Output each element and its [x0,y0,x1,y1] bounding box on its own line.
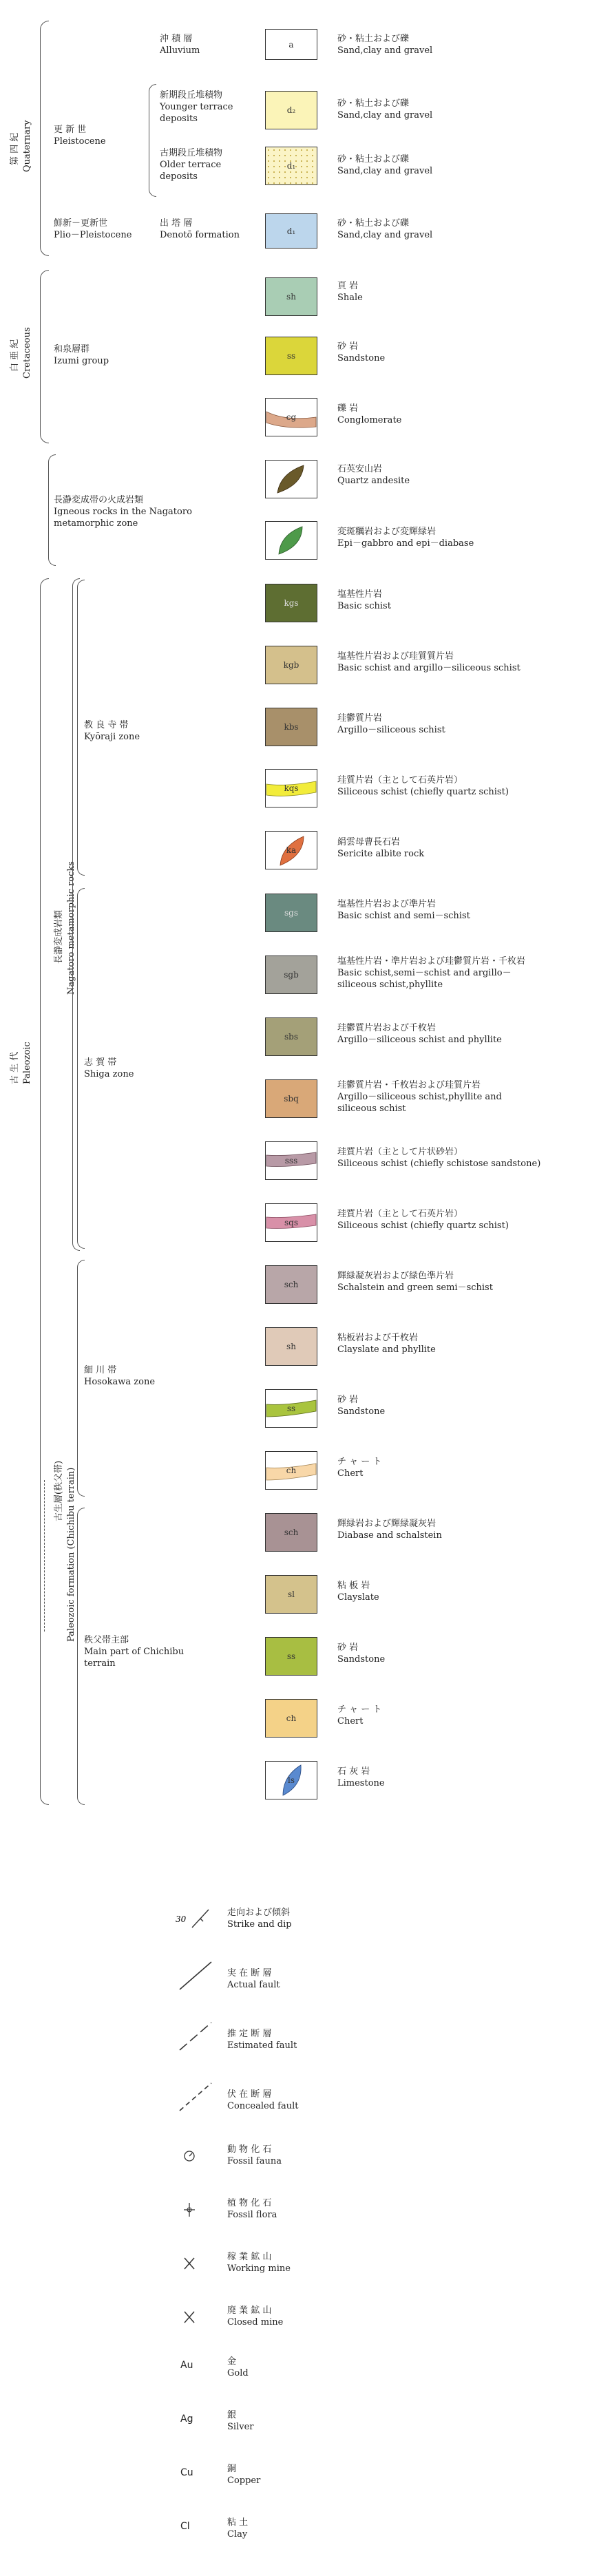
actual-fault-icon [176,1961,217,1988]
swatch-sbs: sbs [265,1017,317,1056]
shiga-ja: 志 賀 帯 [84,1057,117,1068]
closed-mine-ja: 廃 業 鉱 山 [227,2305,272,2316]
swatch-chichibu-sch: sch [265,1513,317,1552]
fossil-fauna-icon [176,2142,217,2170]
nagatoro-ja: 長瀞変成岩類 [54,909,64,964]
swatch-sgb: sgb [265,956,317,994]
younger-terrace-name-en1: Younger terrace [160,102,233,112]
swatch-chichibu-ls: ls [265,1761,317,1799]
kgs-en: Basic schist [337,601,391,611]
izumi-sh-ja: 頁 岩 [337,281,359,291]
kbs-ja: 珪鬱質片岩 [337,713,383,724]
css-ja: 砂 岩 [337,1643,359,1653]
chichibu-en: Paleozoic formation (Chichibu terrain) [66,1467,76,1642]
swatch-kbs: kbs [265,708,317,746]
older-terrace-name-en2: deposits [160,171,198,182]
izumi-en: Izumi group [54,356,109,366]
denoto-lith-en: Sand,clay and gravel [337,230,433,240]
sbq-ja: 珪鬱質片岩・千枚岩および珪質片岩 [337,1080,481,1090]
bracket-shiga [77,888,85,1249]
quaternary-ja: 第 四 紀 [10,132,20,165]
bracket-quaternary [40,21,49,256]
swatch-quartz-andesite [265,460,317,498]
younger-terrace-name-ja: 新期段丘堆積物 [160,90,223,101]
denoto-lith-ja: 砂・粘土および礫 [337,218,410,229]
kgb-ja: 塩基性片岩および珪質質片岩 [337,651,454,662]
swatch-epi-gabbro [265,521,317,560]
izumi-cg-en: Conglomerate [337,415,402,425]
swatch-chichibu-ss: ss [265,1637,317,1676]
hsch-ja: 輝緑凝灰岩および緑色凖片岩 [337,1271,454,1281]
igneous-en1: Igneous rocks in the Nagatoro [54,507,192,517]
hosokawa-en: Hosokawa zone [84,1377,156,1387]
denoto-name-en: Denotō formation [160,230,240,240]
swatch-izumi-conglomerate: cg [265,398,317,436]
swatch-sbq: sbq [265,1079,317,1118]
alluvium-lith-en: Sand,clay and gravel [337,45,433,56]
quartz-andesite-ja: 石英安山岩 [337,464,383,474]
ka-ja: 絹雲母曹長石岩 [337,837,401,847]
swatch-hosokawa-sh: sh [265,1327,317,1366]
sqs-ja: 珪質片岩（主として石英片岩） [337,1209,463,1219]
swatch-chichibu-sl: sl [265,1575,317,1614]
swatch-denoto: d₁ [265,213,317,249]
hss-ja: 砂 岩 [337,1395,359,1405]
clay-en: Clay [227,2529,248,2540]
swatch-ka: ka [265,831,317,869]
hosokawa-ja: 細 川 帯 [84,1365,117,1375]
alluvium-name-en: Alluvium [160,45,200,56]
izumi-cg-ja: 礫 岩 [337,403,359,414]
csch-en: Diabase and schalstein [337,1530,442,1541]
estimated-fault-ja: 推 定 断 層 [227,2029,272,2039]
pleistocene-en: Pleistocene [54,136,106,147]
izumi-ss-en: Sandstone [337,353,386,363]
igneous-ja: 長瀞変成帯の火成岩類 [54,495,144,505]
css-en: Sandstone [337,1654,386,1665]
swatch-izumi-shale: sh [265,277,317,316]
swatch-younger-terrace: d₂ [265,91,317,129]
hch-ja: チ ャ ー ト [337,1457,382,1467]
clay-icon: Cl [180,2521,190,2532]
swatch-kqs: kqs [265,769,317,807]
sgs-ja: 塩基性片岩および凖片岩 [337,899,437,909]
fossil-flora-icon [176,2196,217,2224]
actual-fault-ja: 実 在 断 層 [227,1968,272,1978]
swatch-hosokawa-ss: ss [265,1389,317,1428]
cch-ja: チ ャ ー ト [337,1704,382,1715]
swatch-kgb: kgb [265,646,317,684]
cch-en: Chert [337,1716,364,1727]
nagatoro-en: Nagatoro metamorphic rocks [66,861,76,995]
main-chichibu-ja: 秩父帯主部 [84,1635,129,1645]
bracket-kyoraji [77,580,85,876]
strike-dip-icon [176,1907,217,1934]
gold-icon: Au [180,2360,193,2371]
hsch-en: Schalstein and green semi－schist [337,1282,493,1293]
younger-terrace-name-en2: deposits [160,114,198,124]
clay-ja: 粘 土 [227,2517,249,2528]
ka-en: Sericite albite rock [337,849,425,859]
main-chichibu-en1: Main part of Chichibu [84,1647,185,1657]
older-terrace-lith-en: Sand,clay and gravel [337,166,433,176]
dashed-divider-chichibu [44,1480,45,1632]
sss-en: Siliceous schist (chiefly schistose sandstone) [337,1159,541,1169]
kbs-en: Argillo－siliceous schist [337,725,445,735]
quaternary-en: Quaternary [22,120,32,172]
working-mine-icon [176,2250,217,2277]
younger-terrace-lith-ja: 砂・粘土および礫 [337,98,410,109]
plio-en: Plio－Pleistocene [54,230,132,240]
silver-icon: Ag [180,2414,193,2425]
csch-ja: 輝緑岩および輝緑凝灰岩 [337,1519,437,1529]
bracket-pleistocene [149,84,156,197]
sgb-ja: 塩基性片岩・凖片岩および珪鬱質片岩・千枚岩 [337,956,526,967]
closed-mine-en: Closed mine [227,2317,284,2327]
gold-ja: 金 [227,2356,237,2367]
swatch-sqs: sqs [265,1203,317,1242]
kqs-en: Siliceous schist (chiefly quartz schist) [337,787,509,797]
swatch-kgs: kgs [265,584,317,622]
swatch-sss: sss [265,1141,317,1180]
fossil-fauna-ja: 動 物 化 石 [227,2144,272,2155]
sbs-ja: 珪鬱質片岩および千枚岩 [337,1023,437,1033]
csl-en: Clayslate [337,1592,379,1603]
swatch-hosokawa-ch: ch [265,1451,317,1490]
hsh-ja: 粘板岩および千枚岩 [337,1333,419,1343]
sbq-en1: Argillo－siliceous schist,phyllite and [337,1092,502,1102]
quartz-andesite-en: Quartz andesite [337,476,410,486]
paleozoic-en: Paleozoic [22,1042,32,1084]
plio-ja: 鮮新－更新世 [54,218,108,229]
fossil-fauna-en: Fossil fauna [227,2156,282,2166]
sss-ja: 珪質片岩（主として片状砂岩） [337,1147,463,1157]
copper-ja: 銅 [227,2464,237,2474]
fossil-flora-ja: 植 物 化 石 [227,2198,272,2208]
bracket-main-chichibu [77,1508,85,1805]
swatch-older-terrace: d₁ [265,147,317,185]
cls-en: Limestone [337,1778,385,1788]
swatch-alluvium: a [265,29,317,60]
strike-dip-label: 30 [176,1914,187,1924]
silver-ja: 銀 [227,2410,237,2420]
pleistocene-ja: 更 新 世 [54,125,87,135]
fossil-flora-en: Fossil flora [227,2210,277,2220]
bracket-hosokawa [77,1260,85,1497]
shiga-en: Shiga zone [84,1069,134,1079]
sbq-en2: siliceous schist [337,1104,406,1114]
cls-ja: 石 灰 岩 [337,1766,370,1777]
izumi-ja: 和泉層群 [54,344,90,355]
bracket-igneous [48,454,56,566]
older-terrace-name-ja: 古期段丘堆積物 [160,148,223,158]
alluvium-lith-ja: 砂・粘土および礫 [337,34,410,44]
kyoraji-en: Kyōraji zone [84,732,140,742]
older-terrace-name-en1: Older terrace [160,160,222,170]
epi-gabbro-en: Epi－gabbro and epi－diabase [337,538,474,549]
copper-icon: Cu [180,2467,193,2478]
swatch-hosokawa-sch: sch [265,1265,317,1304]
working-mine-ja: 稼 業 鉱 山 [227,2252,272,2262]
older-terrace-lith-ja: 砂・粘土および礫 [337,154,410,165]
younger-terrace-lith-en: Sand,clay and gravel [337,110,433,120]
igneous-en2: metamorphic zone [54,518,138,529]
concealed-fault-ja: 伏 在 断 層 [227,2089,272,2100]
izumi-ss-ja: 砂 岩 [337,341,359,352]
main-chichibu-en2: terrain [84,1658,116,1669]
closed-mine-icon [176,2303,217,2331]
hch-en: Chert [337,1468,364,1479]
kqs-ja: 珪質片岩（主として石英片岩） [337,775,463,785]
kgb-en: Basic schist and argillo－siliceous schist [337,663,520,673]
swatch-chichibu-ch: ch [265,1699,317,1738]
copper-en: Copper [227,2475,261,2486]
denoto-name-ja: 出 塔 層 [160,218,193,229]
swatch-izumi-sandstone: ss [265,337,317,375]
sgs-en: Basic schist and semi－schist [337,911,470,921]
sbs-en: Argillo－siliceous schist and phyllite [337,1035,502,1045]
concealed-fault-en: Concealed fault [227,2101,299,2111]
bracket-cretaceous [40,270,49,443]
kyoraji-ja: 教 良 寺 帯 [84,720,129,730]
hsh-en: Clayslate and phyllite [337,1344,436,1355]
alluvium-name-ja: 沖 積 層 [160,34,193,44]
working-mine-en: Working mine [227,2263,291,2274]
silver-en: Silver [227,2422,254,2432]
chichibu-ja: 古生層(秩父帯) [54,1460,64,1521]
swatch-sgs: sgs [265,894,317,932]
csl-ja: 粘 板 岩 [337,1581,370,1591]
hss-en: Sandstone [337,1406,386,1417]
sgb-en2: siliceous schist,phyllite [337,980,443,990]
epi-gabbro-ja: 変斑糲岩および変輝緑岩 [337,527,437,537]
gold-en: Gold [227,2368,249,2378]
concealed-fault-icon [176,2082,217,2109]
estimated-fault-icon [176,2021,217,2049]
cretaceous-ja: 白 亜 紀 [10,339,20,372]
strike-dip-en: Strike and dip [227,1919,292,1930]
estimated-fault-en: Estimated fault [227,2040,297,2051]
actual-fault-en: Actual fault [227,1980,280,1990]
paleozoic-ja: 古 生 代 [10,1051,20,1084]
sqs-en: Siliceous schist (chiefly quartz schist) [337,1221,509,1231]
izumi-sh-en: Shale [337,293,363,303]
strike-dip-ja: 走向および傾斜 [227,1908,291,1918]
cretaceous-en: Cretaceous [22,327,32,379]
kgs-ja: 塩基性片岩 [337,589,383,600]
sgb-en1: Basic schist,semi－schist and argillo－ [337,968,512,978]
